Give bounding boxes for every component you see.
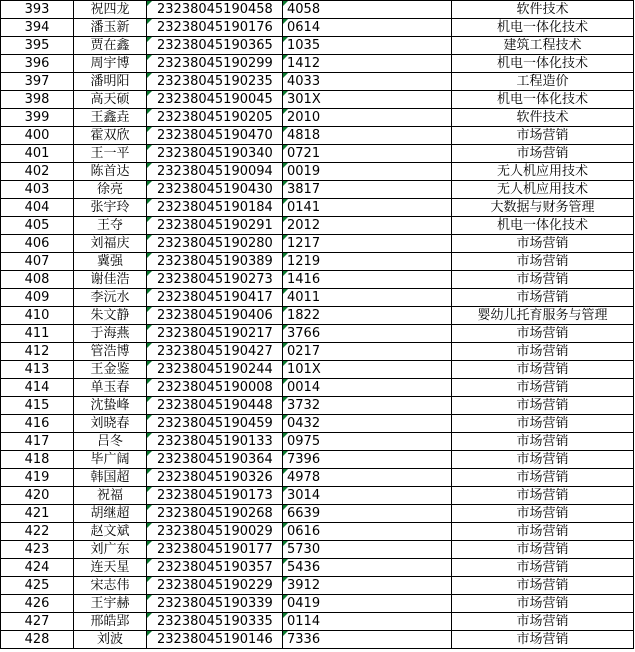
cell-id-suffix[interactable]: 301X — [283, 91, 452, 109]
cell-id-suffix[interactable]: 0419 — [283, 595, 452, 613]
cell-serial-number[interactable]: 420 — [1, 487, 74, 505]
cell-student-name[interactable]: 王一平 — [74, 145, 147, 163]
cell-major[interactable]: 市场营销 — [452, 325, 634, 343]
cell-id-suffix[interactable]: 4033 — [283, 73, 452, 91]
cell-major[interactable]: 市场营销 — [452, 451, 634, 469]
cell-major[interactable]: 大数据与财务管理 — [452, 199, 634, 217]
table-row — [1, 433, 634, 451]
cell-id-suffix[interactable]: 3912 — [283, 577, 452, 595]
cell-student-name[interactable]: 刘广东 — [74, 541, 147, 559]
cell-exam-id[interactable]: 23238045190406 — [147, 307, 283, 325]
cell-serial-number[interactable]: 411 — [1, 325, 74, 343]
cell-exam-id[interactable]: 23238045190365 — [147, 37, 283, 55]
cell-exam-id[interactable]: 23238045190176 — [147, 19, 283, 37]
table-row — [1, 91, 634, 109]
cell-id-suffix[interactable]: 1217 — [283, 235, 452, 253]
table-row — [1, 523, 634, 541]
table-row — [1, 1, 634, 19]
cell-id-suffix[interactable]: 3766 — [283, 325, 452, 343]
cell-student-name[interactable]: 潘明阳 — [74, 73, 147, 91]
cell-exam-id[interactable]: 23238045190470 — [147, 127, 283, 145]
table-row — [1, 163, 634, 181]
cell-student-name[interactable]: 高天硕 — [74, 91, 147, 109]
cell-exam-id[interactable]: 23238045190357 — [147, 559, 283, 577]
cell-exam-id[interactable]: 23238045190335 — [147, 613, 283, 631]
cell-major[interactable]: 市场营销 — [452, 577, 634, 595]
cell-id-suffix[interactable]: 7396 — [283, 451, 452, 469]
cell-serial-number[interactable]: 424 — [1, 559, 74, 577]
cell-major[interactable]: 市场营销 — [452, 271, 634, 289]
cell-major[interactable]: 婴幼儿托育服务与管理 — [452, 307, 634, 325]
cell-major[interactable]: 市场营销 — [452, 559, 634, 577]
cell-major[interactable]: 机电一体化技术 — [452, 217, 634, 235]
cell-student-name[interactable]: 管浩博 — [74, 343, 147, 361]
cell-major[interactable]: 工程造价 — [452, 73, 634, 91]
cell-exam-id[interactable]: 23238045190389 — [147, 253, 283, 271]
cell-serial-number[interactable]: 418 — [1, 451, 74, 469]
cell-exam-id[interactable]: 23238045190427 — [147, 343, 283, 361]
cell-id-suffix[interactable]: 4818 — [283, 127, 452, 145]
cell-serial-number[interactable]: 403 — [1, 181, 74, 199]
cell-major[interactable]: 机电一体化技术 — [452, 55, 634, 73]
cell-major[interactable]: 市场营销 — [452, 433, 634, 451]
cell-exam-id[interactable]: 23238045190229 — [147, 577, 283, 595]
cell-id-suffix[interactable]: 1412 — [283, 55, 452, 73]
table-row — [1, 451, 634, 469]
cell-serial-number[interactable]: 427 — [1, 613, 74, 631]
cell-serial-number[interactable]: 396 — [1, 55, 74, 73]
cell-major[interactable]: 市场营销 — [452, 487, 634, 505]
cell-exam-id[interactable]: 23238045190458 — [147, 1, 283, 19]
cell-id-suffix[interactable]: 0975 — [283, 433, 452, 451]
cell-serial-number[interactable]: 409 — [1, 289, 74, 307]
cell-serial-number[interactable]: 425 — [1, 577, 74, 595]
cell-student-name[interactable]: 王宇赫 — [74, 595, 147, 613]
cell-serial-number[interactable]: 401 — [1, 145, 74, 163]
cell-student-name[interactable]: 周宇博 — [74, 55, 147, 73]
cell-student-name[interactable]: 谢佳浩 — [74, 271, 147, 289]
cell-serial-number[interactable]: 405 — [1, 217, 74, 235]
cell-serial-number[interactable]: 422 — [1, 523, 74, 541]
cell-exam-id[interactable]: 23238045190280 — [147, 235, 283, 253]
cell-exam-id[interactable]: 23238045190094 — [147, 163, 283, 181]
cell-id-suffix[interactable]: 0432 — [283, 415, 452, 433]
table-row — [1, 325, 634, 343]
cell-exam-id[interactable]: 23238045190299 — [147, 55, 283, 73]
cell-id-suffix[interactable]: 0014 — [283, 379, 452, 397]
cell-id-suffix[interactable]: 1416 — [283, 271, 452, 289]
cell-id-suffix[interactable]: 0217 — [283, 343, 452, 361]
cell-major[interactable]: 机电一体化技术 — [452, 91, 634, 109]
cell-exam-id[interactable]: 23238045190459 — [147, 415, 283, 433]
cell-id-suffix[interactable]: 6639 — [283, 505, 452, 523]
cell-serial-number[interactable]: 408 — [1, 271, 74, 289]
cell-serial-number[interactable]: 393 — [1, 1, 74, 19]
cell-student-name[interactable]: 赵文斌 — [74, 523, 147, 541]
cell-major[interactable]: 软件技术 — [452, 1, 634, 19]
cell-major[interactable]: 市场营销 — [452, 469, 634, 487]
cell-exam-id[interactable]: 23238045190029 — [147, 523, 283, 541]
table-row — [1, 235, 634, 253]
cell-exam-id[interactable]: 23238045190273 — [147, 271, 283, 289]
cell-student-name[interactable]: 单玉春 — [74, 379, 147, 397]
cell-major[interactable]: 市场营销 — [452, 523, 634, 541]
table-row — [1, 253, 634, 271]
cell-id-suffix[interactable]: 0721 — [283, 145, 452, 163]
cell-serial-number[interactable]: 426 — [1, 595, 74, 613]
cell-student-name[interactable]: 陈首达 — [74, 163, 147, 181]
cell-major[interactable]: 建筑工程技术 — [452, 37, 634, 55]
cell-major[interactable]: 市场营销 — [452, 595, 634, 613]
cell-major[interactable]: 无人机应用技术 — [452, 181, 634, 199]
cell-major[interactable]: 市场营销 — [452, 505, 634, 523]
cell-major[interactable]: 市场营销 — [452, 415, 634, 433]
cell-id-suffix[interactable]: 7336 — [283, 631, 452, 649]
cell-major[interactable]: 市场营销 — [452, 289, 634, 307]
cell-student-name[interactable]: 刘波 — [74, 631, 147, 649]
table-row — [1, 415, 634, 433]
cell-exam-id[interactable]: 23238045190326 — [147, 469, 283, 487]
cell-serial-number[interactable]: 416 — [1, 415, 74, 433]
cell-serial-number[interactable]: 423 — [1, 541, 74, 559]
cell-student-name[interactable]: 胡继超 — [74, 505, 147, 523]
cell-student-name[interactable]: 祝福 — [74, 487, 147, 505]
cell-exam-id[interactable]: 23238045190244 — [147, 361, 283, 379]
cell-serial-number[interactable]: 417 — [1, 433, 74, 451]
cell-major[interactable]: 市场营销 — [452, 253, 634, 271]
cell-student-name[interactable]: 连天星 — [74, 559, 147, 577]
cell-major[interactable]: 市场营销 — [452, 361, 634, 379]
cell-exam-id[interactable]: 23238045190205 — [147, 109, 283, 127]
cell-student-name[interactable]: 朱文静 — [74, 307, 147, 325]
cell-major[interactable]: 市场营销 — [452, 541, 634, 559]
cell-id-suffix[interactable]: 5436 — [283, 559, 452, 577]
cell-exam-id[interactable]: 23238045190184 — [147, 199, 283, 217]
cell-serial-number[interactable]: 412 — [1, 343, 74, 361]
cell-major[interactable]: 市场营销 — [452, 397, 634, 415]
cell-serial-number[interactable]: 394 — [1, 19, 74, 37]
cell-id-suffix[interactable]: 4978 — [283, 469, 452, 487]
table-row — [1, 343, 634, 361]
cell-student-name[interactable]: 沈蛰峰 — [74, 397, 147, 415]
table-row — [1, 109, 634, 127]
cell-major[interactable]: 市场营销 — [452, 379, 634, 397]
cell-student-name[interactable]: 刘晓春 — [74, 415, 147, 433]
cell-student-name[interactable]: 韩国超 — [74, 469, 147, 487]
table-row — [1, 19, 634, 37]
cell-serial-number[interactable]: 406 — [1, 235, 74, 253]
cell-serial-number[interactable]: 410 — [1, 307, 74, 325]
cell-serial-number[interactable]: 398 — [1, 91, 74, 109]
cell-id-suffix[interactable]: 3732 — [283, 397, 452, 415]
cell-id-suffix[interactable]: 101X — [283, 361, 452, 379]
cell-major[interactable]: 无人机应用技术 — [452, 163, 634, 181]
cell-major[interactable]: 市场营销 — [452, 343, 634, 361]
cell-id-suffix[interactable]: 0616 — [283, 523, 452, 541]
cell-exam-id[interactable]: 23238045190045 — [147, 91, 283, 109]
table-row — [1, 397, 634, 415]
cell-student-name[interactable]: 王夺 — [74, 217, 147, 235]
cell-major[interactable]: 市场营销 — [452, 127, 634, 145]
cell-major[interactable]: 机电一体化技术 — [452, 19, 634, 37]
cell-student-name[interactable]: 毕广阔 — [74, 451, 147, 469]
cell-student-name[interactable]: 宋志伟 — [74, 577, 147, 595]
table-row — [1, 379, 634, 397]
cell-exam-id[interactable]: 23238045190430 — [147, 181, 283, 199]
cell-major[interactable]: 市场营销 — [452, 613, 634, 631]
cell-major[interactable]: 市场营销 — [452, 235, 634, 253]
cell-serial-number[interactable]: 407 — [1, 253, 74, 271]
table-row — [1, 487, 634, 505]
cell-major[interactable]: 市场营销 — [452, 631, 634, 649]
table-row — [1, 577, 634, 595]
cell-student-name[interactable]: 贾在鑫 — [74, 37, 147, 55]
cell-student-name[interactable]: 张宇玲 — [74, 199, 147, 217]
cell-id-suffix[interactable]: 2012 — [283, 217, 452, 235]
cell-serial-number[interactable]: 404 — [1, 199, 74, 217]
table-row — [1, 307, 634, 325]
cell-exam-id[interactable]: 23238045190417 — [147, 289, 283, 307]
table-row — [1, 595, 634, 613]
cell-student-name[interactable]: 王金鉴 — [74, 361, 147, 379]
table-row — [1, 271, 634, 289]
cell-exam-id[interactable]: 23238045190217 — [147, 325, 283, 343]
cell-student-name[interactable]: 王鑫垚 — [74, 109, 147, 127]
table-row — [1, 541, 634, 559]
cell-major[interactable]: 市场营销 — [452, 145, 634, 163]
table-row — [1, 289, 634, 307]
table-row — [1, 181, 634, 199]
table-row — [1, 145, 634, 163]
cell-serial-number[interactable]: 397 — [1, 73, 74, 91]
cell-student-name[interactable]: 徐亮 — [74, 181, 147, 199]
table-body — [1, 1, 634, 649]
table-row — [1, 361, 634, 379]
cell-exam-id[interactable]: 23238045190235 — [147, 73, 283, 91]
cell-serial-number[interactable]: 428 — [1, 631, 74, 649]
cell-exam-id[interactable]: 23238045190340 — [147, 145, 283, 163]
table-row — [1, 505, 634, 523]
cell-id-suffix[interactable]: 5730 — [283, 541, 452, 559]
cell-student-name[interactable]: 祝四龙 — [74, 1, 147, 19]
cell-id-suffix[interactable]: 1219 — [283, 253, 452, 271]
table-row — [1, 631, 634, 649]
table-row — [1, 559, 634, 577]
cell-student-name[interactable]: 邢皓郢 — [74, 613, 147, 631]
cell-serial-number[interactable]: 419 — [1, 469, 74, 487]
cell-major[interactable]: 软件技术 — [452, 109, 634, 127]
cell-exam-id[interactable]: 23238045190177 — [147, 541, 283, 559]
cell-student-name[interactable]: 吕冬 — [74, 433, 147, 451]
cell-serial-number[interactable]: 399 — [1, 109, 74, 127]
cell-exam-id[interactable]: 23238045190339 — [147, 595, 283, 613]
table-row — [1, 55, 634, 73]
cell-serial-number[interactable]: 402 — [1, 163, 74, 181]
cell-exam-id[interactable]: 23238045190008 — [147, 379, 283, 397]
cell-id-suffix[interactable]: 3817 — [283, 181, 452, 199]
cell-serial-number[interactable]: 421 — [1, 505, 74, 523]
cell-exam-id[interactable]: 23238045190364 — [147, 451, 283, 469]
table-row — [1, 73, 634, 91]
cell-student-name[interactable]: 霍双欣 — [74, 127, 147, 145]
cell-serial-number[interactable]: 415 — [1, 397, 74, 415]
cell-id-suffix[interactable]: 0019 — [283, 163, 452, 181]
cell-student-name[interactable]: 李沅水 — [74, 289, 147, 307]
table-row — [1, 199, 634, 217]
cell-exam-id[interactable]: 23238045190173 — [147, 487, 283, 505]
table-row — [1, 613, 634, 631]
cell-id-suffix[interactable]: 4058 — [283, 1, 452, 19]
cell-serial-number[interactable]: 395 — [1, 37, 74, 55]
cell-student-name[interactable]: 刘福庆 — [74, 235, 147, 253]
cell-student-name[interactable]: 潘玉新 — [74, 19, 147, 37]
cell-id-suffix[interactable]: 0141 — [283, 199, 452, 217]
cell-exam-id[interactable]: 23238045190268 — [147, 505, 283, 523]
cell-id-suffix[interactable]: 0614 — [283, 19, 452, 37]
table-row — [1, 469, 634, 487]
cell-serial-number[interactable]: 414 — [1, 379, 74, 397]
cell-id-suffix[interactable]: 3014 — [283, 487, 452, 505]
table-row — [1, 37, 634, 55]
cell-id-suffix[interactable]: 1035 — [283, 37, 452, 55]
cell-exam-id[interactable]: 23238045190291 — [147, 217, 283, 235]
table-row — [1, 217, 634, 235]
cell-serial-number[interactable]: 413 — [1, 361, 74, 379]
cell-id-suffix[interactable]: 2010 — [283, 109, 452, 127]
table-row — [1, 127, 634, 145]
cell-exam-id[interactable]: 23238045190448 — [147, 397, 283, 415]
cell-serial-number[interactable]: 400 — [1, 127, 74, 145]
cell-id-suffix[interactable]: 0114 — [283, 613, 452, 631]
cell-exam-id[interactable]: 23238045190133 — [147, 433, 283, 451]
cell-exam-id[interactable]: 23238045190146 — [147, 631, 283, 649]
cell-id-suffix[interactable]: 4011 — [283, 289, 452, 307]
cell-student-name[interactable]: 于海燕 — [74, 325, 147, 343]
cell-student-name[interactable]: 冀强 — [74, 253, 147, 271]
cell-id-suffix[interactable]: 1822 — [283, 307, 452, 325]
